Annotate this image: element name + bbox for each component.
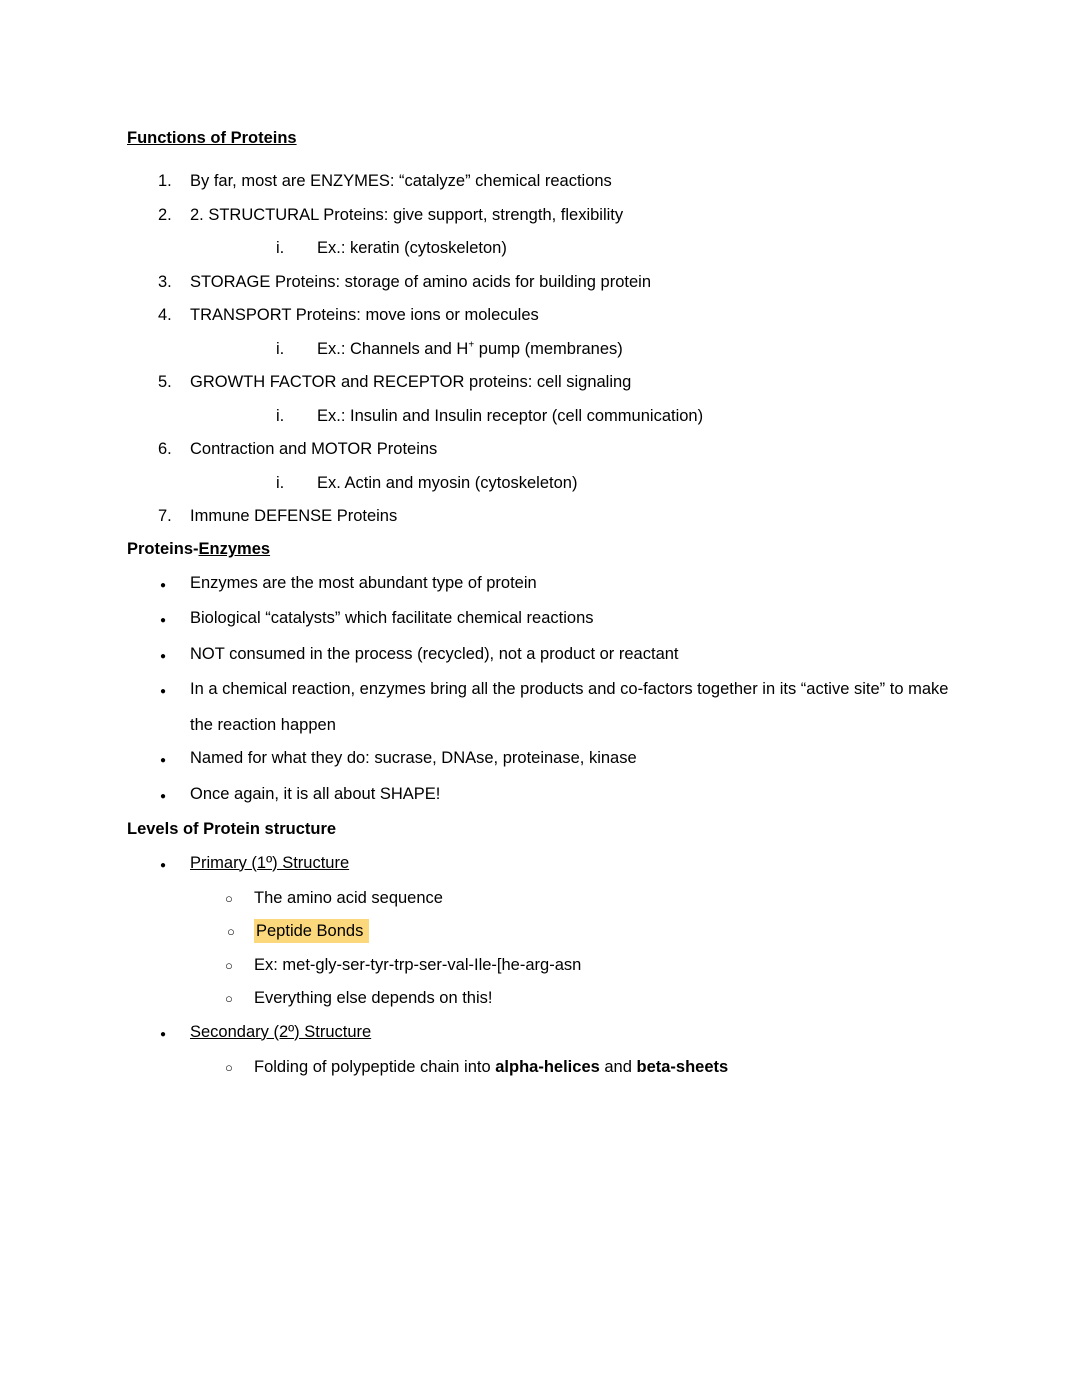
- circle-subitem: [127, 882, 953, 915]
- text-segment: and: [599, 1058, 637, 1077]
- subitem-text: Ex: met-gly-ser-tyr-trp-ser-val-Ile-[he-arg-asn: [254, 955, 582, 974]
- circle-subitem: [127, 949, 953, 982]
- primary-structure-title: Primary (1º) Structure: [190, 853, 350, 872]
- subitem-text: Everything else depends on this!: [254, 989, 493, 1008]
- section-heading-proteins-enzymes: [127, 533, 953, 566]
- list-roman-marker: i.: [276, 239, 285, 258]
- roman-subitem: [127, 333, 953, 366]
- bullet-disc-icon: ●: [160, 859, 167, 871]
- list-number: 1.: [158, 172, 172, 191]
- bullet-item: [127, 778, 953, 813]
- list-number: 3.: [158, 272, 172, 291]
- circle-subitem: [127, 1051, 953, 1084]
- numbered-item-4: [127, 299, 953, 332]
- list-text: GROWTH FACTOR and RECEPTOR proteins: cell signaling: [190, 373, 632, 392]
- secondary-structure-title: Secondary (2º) Structure: [190, 1022, 372, 1041]
- list-text: By far, most are ENZYMES: “catalyze” chemical reactions: [190, 172, 612, 191]
- bullet-item: [127, 602, 953, 637]
- list-text: TRANSPORT Proteins: move ions or molecules: [190, 306, 539, 325]
- bullet-disc-icon: ●: [160, 650, 167, 662]
- subitem-text-peptide-bonds: Peptide Bonds: [256, 922, 364, 941]
- text-segment-bold: alpha-helices: [495, 1058, 600, 1077]
- text-segment-bold: beta-sheets: [636, 1058, 729, 1077]
- bullet-circle-icon: ○: [227, 924, 235, 940]
- list-text: Ex.: Insulin and Insulin receptor (cell communication): [317, 406, 704, 425]
- list-number: 2.: [158, 205, 172, 224]
- bullet-disc-icon: ●: [160, 790, 167, 802]
- roman-subitem: [127, 400, 953, 433]
- list-text: Ex.: keratin (cytoskeleton): [317, 239, 507, 258]
- circle-subitem: [127, 982, 953, 1015]
- numbered-item-1: [127, 165, 953, 198]
- numbered-item-3: [127, 266, 953, 299]
- bullet-circle-icon: ○: [225, 1060, 233, 1076]
- bullet-disc-icon: ●: [160, 686, 167, 698]
- roman-subitem: [127, 467, 953, 500]
- section-heading-functions-of-proteins: Functions of Proteins: [127, 129, 297, 147]
- text-segment: pump (membranes): [474, 339, 623, 358]
- superscript-plus: +: [468, 339, 475, 351]
- list-roman-marker: i.: [276, 339, 285, 358]
- bullet-item-primary-structure: [127, 847, 953, 882]
- circle-subitem-highlighted: [127, 915, 953, 948]
- section-heading-levels-of-protein-structure: Levels of Protein structure: [127, 820, 337, 839]
- list-text: Ex. Actin and myosin (cytoskeleton): [317, 473, 578, 492]
- numbered-item-6: [127, 433, 953, 466]
- document-content: [127, 122, 953, 1085]
- list-roman-marker: i.: [276, 473, 285, 492]
- roman-subitem: [127, 232, 953, 265]
- list-text: 2. STRUCTURAL Proteins: give support, strength, flexibility: [190, 205, 624, 224]
- bullet-disc-icon: ●: [160, 1028, 167, 1040]
- bullet-text: Biological “catalysts” which facilitate chemical reactions: [190, 609, 594, 628]
- subitem-text: The amino acid sequence: [254, 888, 443, 907]
- list-roman-marker: i.: [276, 406, 285, 425]
- heading-segment-underlined: Enzymes: [198, 540, 271, 559]
- numbered-item-7: [127, 500, 953, 533]
- list-number: 5.: [158, 373, 172, 392]
- list-number: 7.: [158, 506, 172, 525]
- bullet-circle-icon: ○: [225, 890, 233, 906]
- numbered-item-5: [127, 366, 953, 399]
- bullet-disc-icon: ●: [160, 755, 167, 767]
- heading-segment: Proteins-: [127, 540, 199, 559]
- bullet-text: In a chemical reaction, enzymes bring all the products and co-factors together in its “active site” to make the reaction happen: [190, 680, 949, 734]
- subitem-text-folding: [254, 1058, 728, 1076]
- bullet-circle-icon: ○: [225, 991, 233, 1007]
- bullet-disc-icon: ●: [160, 615, 167, 627]
- bullet-text: Named for what they do: sucrase, DNAse, proteinase, kinase: [190, 749, 637, 768]
- list-text: Contraction and MOTOR Proteins: [190, 440, 438, 459]
- bullet-item-secondary-structure: [127, 1016, 953, 1051]
- list-text: Immune DEFENSE Proteins: [190, 506, 398, 525]
- bullet-circle-icon: ○: [225, 957, 233, 973]
- highlight-span: [227, 919, 369, 943]
- list-number: 6.: [158, 440, 172, 459]
- text-segment: Ex.: Channels and H: [317, 339, 469, 358]
- bullet-text: Once again, it is all about SHAPE!: [190, 784, 441, 803]
- bullet-item: [127, 567, 953, 602]
- bullet-item: [127, 673, 953, 742]
- text-segment: Folding of polypeptide chain into: [254, 1058, 496, 1077]
- bullet-text: NOT consumed in the process (recycled), not a product or reactant: [190, 644, 679, 663]
- bullet-item: [127, 742, 953, 777]
- list-text: STORAGE Proteins: storage of amino acids for building protein: [190, 272, 652, 291]
- numbered-item-2: [127, 199, 953, 232]
- bullet-text: Enzymes are the most abundant type of protein: [190, 573, 537, 592]
- bullet-item: [127, 638, 953, 673]
- bullet-disc-icon: ●: [160, 579, 167, 591]
- list-text: [317, 340, 623, 358]
- list-number: 4.: [158, 306, 172, 325]
